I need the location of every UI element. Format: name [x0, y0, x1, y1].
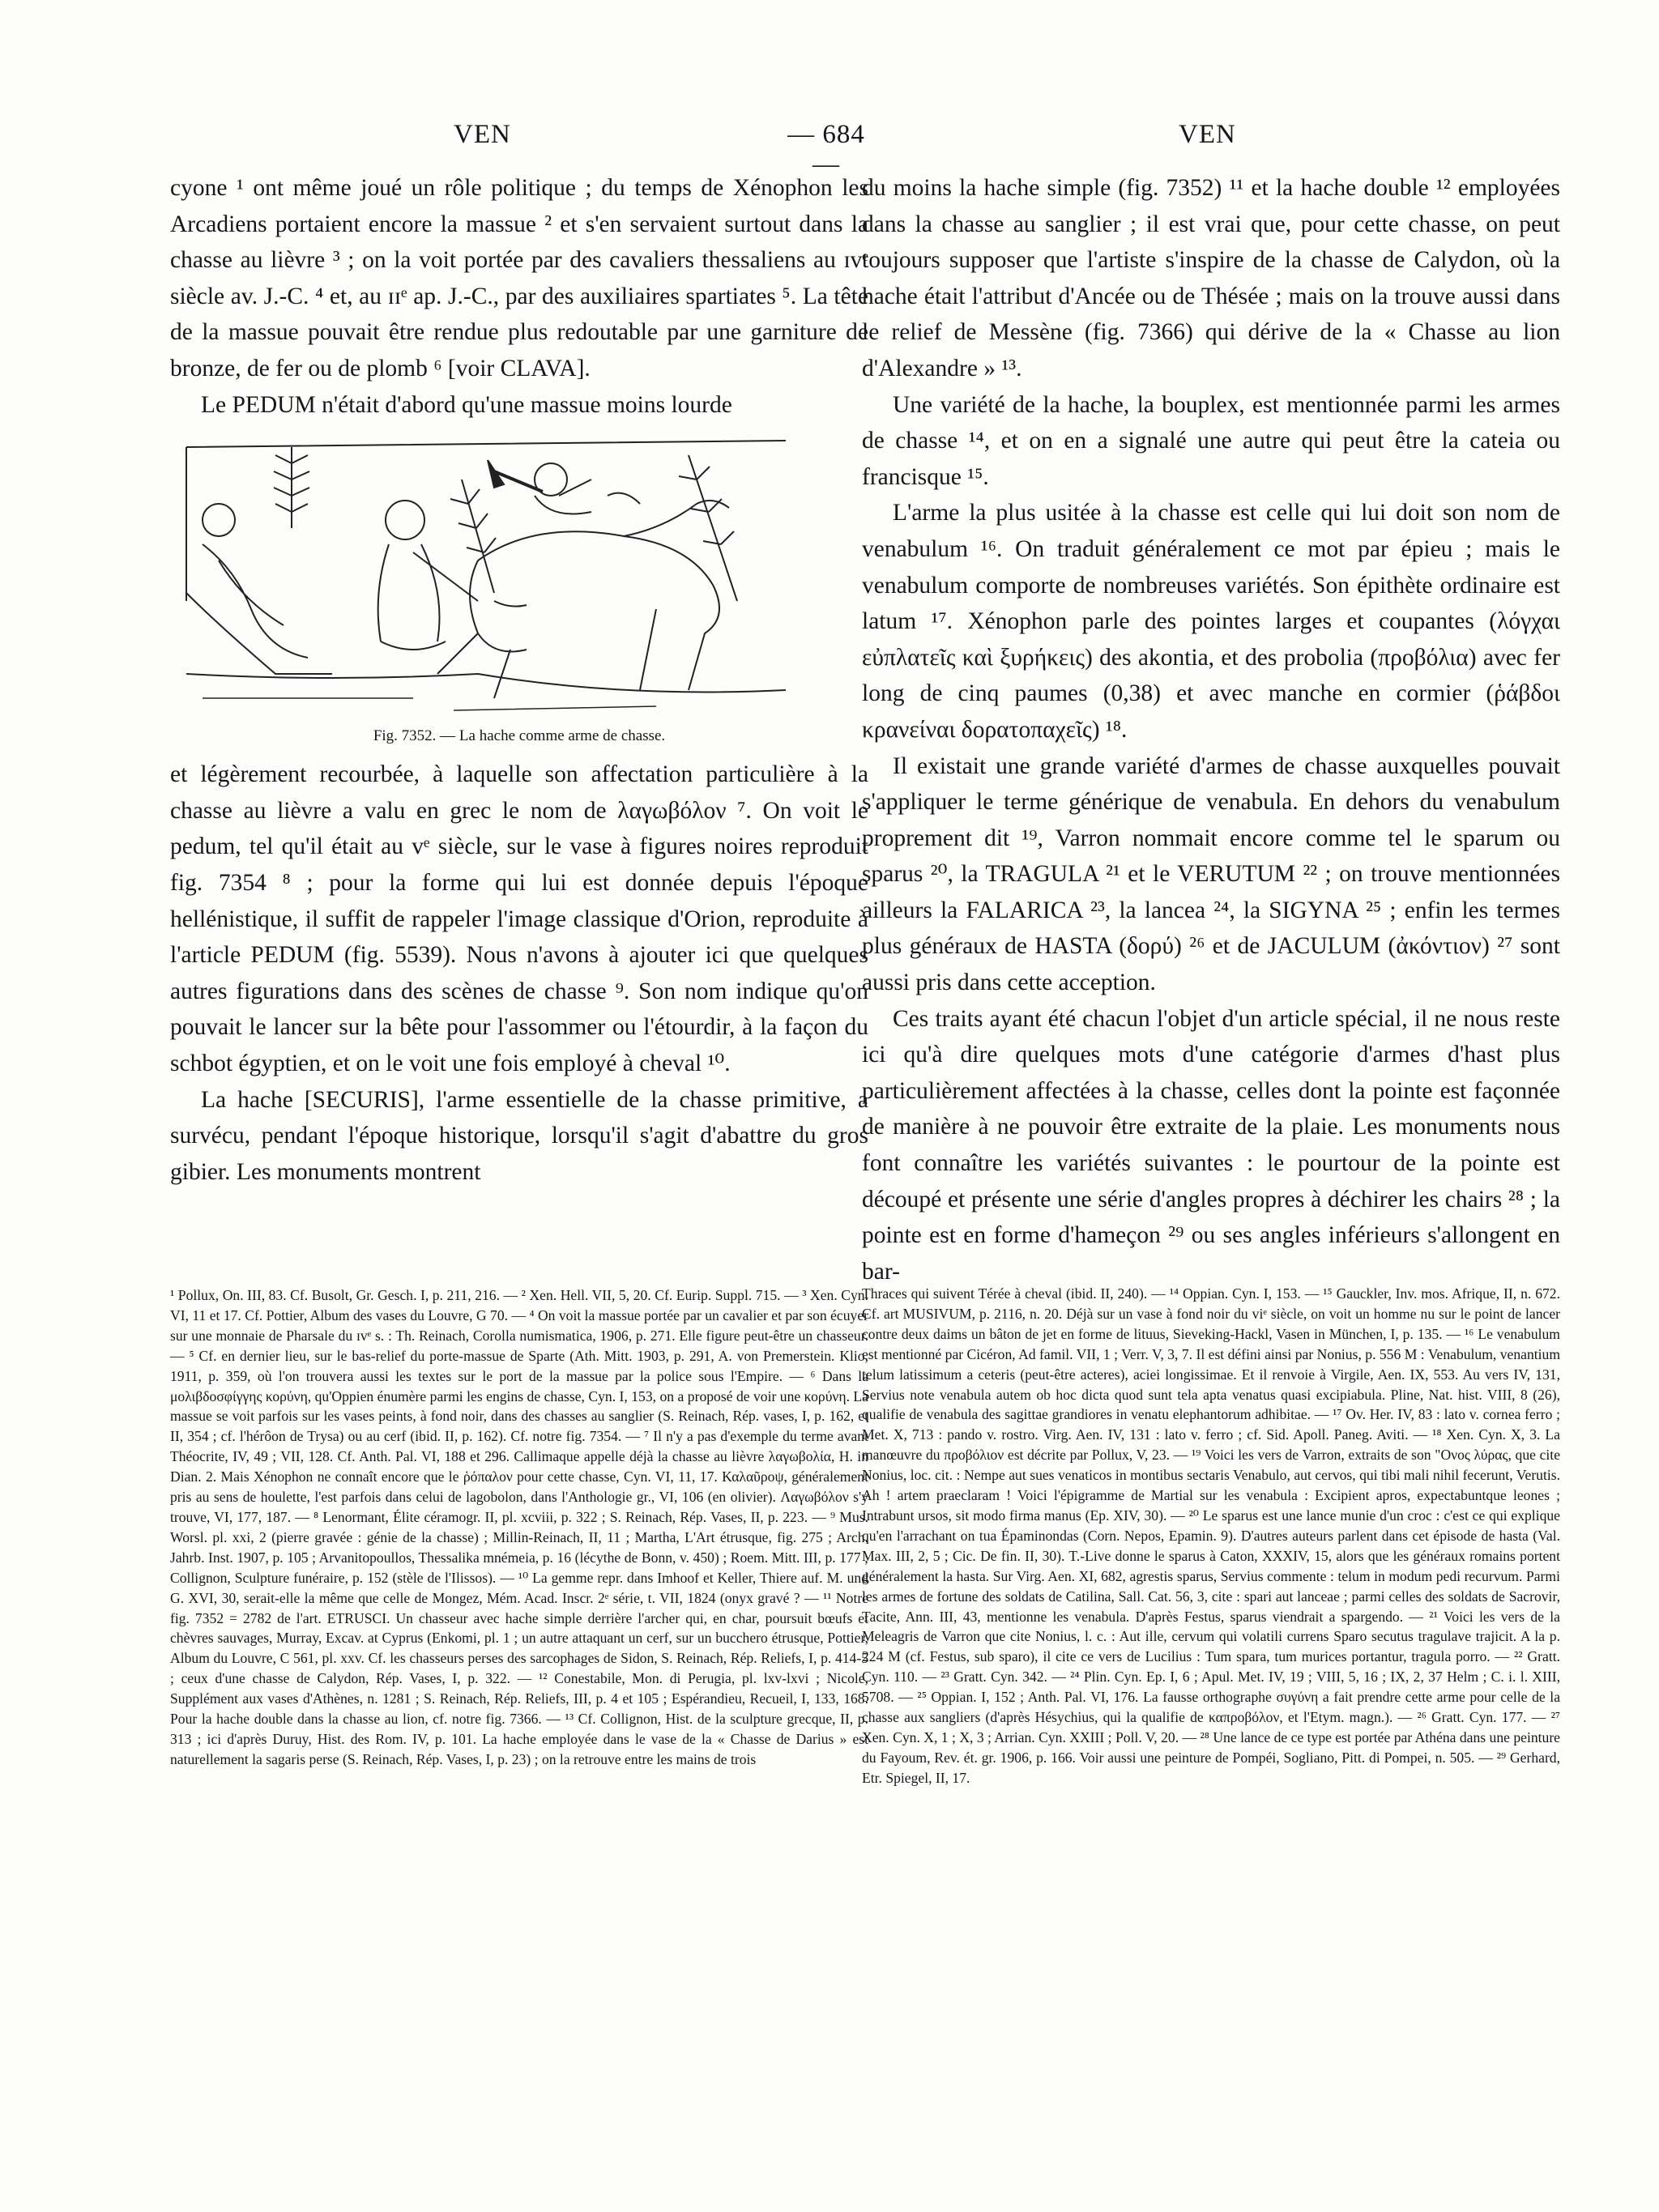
youth-figure: [378, 501, 478, 650]
right-paragraph-5: Ces traits ayant été chacun l'objet d'un article spécial, il ne nous reste ici qu'à dire quelques mots d'une catégorie d'armes d'hast plus particulièrement affectées à la chasse, celles dont la pointe est façonnée de manière à ne pouvoir être extraite de la plaie. Les monuments nous font connaître les variétés suivantes : le pourtour de la pointe est découpé et présente une série d'angles propres à déchirer les chairs ²⁸ ; la pointe est en forme d'hameçon ²⁹ ou ses angles inférieurs s'allongent en bar-: [862, 1005, 1560, 1285]
right-paragraph-2: Une variété de la hache, la bouplex, est mentionnée parmi les armes de chasse ¹⁴, et on en a signalé une autre qui peut être la cateia ou francisque ¹⁵.: [862, 391, 1560, 490]
right-paragraph-3: L'arme la plus usitée à la chasse est celle qui lui doit son nom de venabulum ¹⁶. On traduit généralement ce mot par épieu ; mais le venabulum comporte de nombreuses variétés. Son épithète ordinaire est latum ¹⁷. Xénophon parle des pointes larges et coupantes (λόγχαι εὐπλατεῖς καὶ ξυρήκεις) des akontia, et des probolia (προβόλια) avec fer long de cinq paumes (0,38) et avec manche en cormier (ῥάβδοι κρανείναι δορατοπαχεῖς) ¹⁸.: [862, 500, 1560, 743]
left-column: [170, 170, 868, 1190]
laurel-branch-right: [679, 455, 737, 601]
left-paragraph-3: et légèrement recourbée, à laquelle son affectation particulière à la chasse au lièvre a valu en grec le nom de λαγωβόλον ⁷. On voit le pedum, tel qu'il était au vᵉ siècle, sur le vase à figures noires reproduit fig. 7354 ⁸ ; pour la forme qui lui est donnée depuis l'époque hellénistique, il suffit de rappeler l'image classique d'Orion, reproduite à l'article PEDUM (fig. 5539). Nous n'avons à ajouter ici que quelques autres figurations dans des scènes de chasse ⁹. Son nom indique qu'on pouvait le lancer sur la bête pour l'assommer ou l'étourdir, à la façon du schbot égyptien, et on le voit une fois employé à cheval ¹⁰.: [170, 761, 868, 1076]
bull-figure: [437, 493, 729, 698]
right-column-text: [862, 170, 1560, 1289]
ground-line: [186, 674, 786, 693]
left-paragraph-1: cyone ¹ ont même joué un rôle politique ; du temps de Xénophon les Arcadiens portaient encore la massue ² et s'en servaient surtout dans la chasse au lièvre ³ ; on la voit portée par des cavaliers thessaliens au ɪvᵉ siècle av. J.-C. ⁴ et, au ɪɪᵉ ap. J.-C., par des auxiliaires spartiates ⁵. La tête de la massue pouvait être rendue plus redoutable par une garniture de bronze, de fer ou de plomb ⁶ [voir CLAVA].: [170, 175, 868, 381]
running-head-right: VEN: [1179, 120, 1236, 149]
running-head-left: VEN: [454, 120, 511, 149]
left-column-text-continued: [170, 757, 868, 1190]
right-paragraph-4: Il existait une grande variété d'armes de chasse auxquelles pouvait s'appliquer le terme générique de venabula. En dehors du venabulum proprement dit ¹⁹, Varron nommait encore comme tel le sparum ou sparus ²⁰, la TRAGULA ²¹ et le VERUTUM ²² ; on trouve mentionnées ailleurs la FALARICA ²³, la lancea ²⁴, la SIGYNA ²⁵ ; enfin les termes plus généraux de HASTA (δορύ) ²⁶ et de JACULUM (ἀκόντιον) ²⁷ sont aussi pris dans cette acception.: [862, 752, 1560, 996]
right-paragraph-1: du moins la hache simple (fig. 7352) ¹¹ et la hache double ¹² employées dans la chasse au sanglier ; il est vrai que, pour cette chasse, on peut toujours supposer que l'artiste s'inspire de la chasse de Calydon, où la hache était l'attribut d'Ancée ou de Thésée ; mais on la trouve aussi dans le relief de Messène (fig. 7366) qui dérive de la « Chasse au lion d'Alexandre » ¹³.: [862, 175, 1560, 381]
footnotes-right: Thraces qui suivent Térée à cheval (ibid. II, 240). — ¹⁴ Oppian. Cyn. I, 153. — ¹⁵ Gauckler, Inv. mos. Afrique, II, n. 672. Cf. art MUSIVUM, p. 2116, n. 20. Déjà sur un vase à fond noir du viᵉ siècle, on voit un homme nu sur le point de lancer contre deux daims un bâton de jet en forme de lituus, Sieveking-Hackl, Vasen in München, I, p. 135. — ¹⁶ Le venabulum est mentionné par Cicéron, Ad famil. VII, 1 ; Verr. V, 3, 7. Il est défini ainsi par Nonius, p. 556 M : Venabulum, venantium telum latissimum a ceteris (peut-être acteres), aciei longissimae. Et il renvoie à Virgile, Aen. IX, 553. Au vers IV, 131, Servius note venabula autem ob hoc dicta quod sunt tela apta venatus quasi excipiabula. Pline, Nat. hist. VIII, 8 (26), qualifie de venabula des sagittae grandiores in venatu elephantorum adhibitae. — ¹⁷ Ov. Her. IV, 83 : lato v. cornea ferro ; Met. X, 713 : pando v. rostro. Virg. Aen. IV, 131 : lato v. ferro ; cf. Sid. Apoll. Paneg. Aviti. — ¹⁸ Xen. Cyn. X, 3. La manœuvre du προβόλιον est décrite par Pollux, V, 23. — ¹⁹ Voici les vers de Varron, extraits de son "Ονος λύρας, que cite Nonius, loc. cit. : Nempe aut sues venaticos in montibus sectaris Venabulo, aut cervos, qui tibi mali nihil fecerunt, Verutis. Ah ! artem praeclaram ! Voici l'épigramme de Martial sur les venabula : Excipient apros, expectabuntque leones ; Intrabunt ursos, sit modo firma manus (Ep. XIV, 30). — ²⁰ Le sparus est une lance munie d'un croc : c'est ce qui explique qu'en l'arrachant on tua Épaminondas (Corn. Nepos, Epamin. 9). D'autres auteurs parlent dans cet épisode de hasta (Val. Max. III, 2, 5 ; Cic. De fin. II, 30). T.-Live donne le sparus à Caton, XXXIV, 15, alors que les généraux romains portent généralement la hasta. Sur Virg. Aen. XI, 682, agrestis sparus, Servius commente : telum in modum pedi recurvum. Parmi les armes de fortune des soldats de Catilina, Sall. Cat. 56, 3, cite : spari aut lanceae ; parmi celles des soldats de Sacrovir, Tacite, Ann. III, 43, mentionne les venabula. D'après Festus, sparus viendrait a spargendo. — ²¹ Voici les vers de la Meleagris de Varron que cite Nonius, l. c. : Aut ille, cervum qui volatili currens Sparo secutus tragulave trajicit. A la p. 224 M (cf. Festus, sub sparo), il cite ce vers de Lucilius : Tum spara, tum murices portantur, tragula porro. — ²² Gratt. Cyn. 110. — ²³ Gratt. Cyn. 342. — ²⁴ Plin. Cyn. Ep. I, 6 ; Apul. Met. IV, 19 ; VIII, 5, 16 ; IX, 2, 37 Helm ; C. i. l. XIII, 5708. — ²⁵ Oppian. I, 152 ; Anth. Pal. VI, 176. La fausse orthographe συγύνη a fait prendre cette arme pour celle de la chasse aux sangliers (d'après Hésychius, qui la qualifie de καπροβόλον, et l'Etym. magn.). — ²⁶ Gratt. Cyn. 177. — ²⁷ Xen. Cyn. X, 1 ; X, 3 ; Arrian. Cyn. XXIII ; Poll. V, 20. — ²⁸ Une lance de ce type est portée par Athéna dans une peinture du Fayoum, Rev. ét. gr. 1906, p. 166. Voir aussi une peinture de Pompéi, Sogliano, Pitt. di Pompei, n. 505. — ²⁹ Gerhard, Etr. Spiegel, II, 17.: [862, 1285, 1560, 1786]
left-column-text: [170, 170, 868, 423]
left-paragraph-2: Le PEDUM n'était d'abord qu'une massue moins lourde: [201, 391, 732, 418]
hunter-with-axe: [488, 460, 591, 514]
footnotes-left: ¹ Pollux, On. III, 83. Cf. Busolt, Gr. Gesch. I, p. 211, 216. — ² Xen. Hell. VII, 5, 20. Cf. Eurip. Suppl. 715. — ³ Xen. Cyn. VI, 11 et 17. Cf. Pottier, Album des vases du Louvre, G 70. — ⁴ On voit la massue portée par un cavalier et par son écuyer sur une monnaie de Pharsale du ɪvᵉ s. : Th. Reinach, Corolla numismatica, 1906, p. 271. Elle figure peut-être un chasseur. — ⁵ Cf. en dernier lieu, sur le bas-relief du porte-massue de Sparte (Ath. Mitt. 1903, p. 291, A. von Premerstein. Klio, 1911, p. 359, où l'on trouvera aussi les textes sur le port de la massue par la police sous l'Empire. — ⁶ Dans la μολιβδοσφίγγης κορύνη, qu'Oppien énumère parmi les engins de chasse, Cyn. I, 153, on a proposé de voir une κορύνη. La massue se voit parfois sur les vases peints, à fond noir, dans des chasses au sanglier (S. Reinach, Rép. vases, I, p. 162, et II, 354 ; cf. l'hérôon de Trysa) ou au cerf (ibid. II, p. 162). Cf. notre fig. 7354. — ⁷ Il n'y a pas d'exemple du terme avant Théocrite, IV, 49 ; VII, 128. Cf. Anth. Pal. VI, 188 et 296. Callimaque appelle déjà la chasse au lièvre λαγωβολία, H. in Dian. 2. Mais Xénophon ne connaît encore que le ῥόπαλον pour cette chasse, Cyn. VI, 11, 17. Καλαῦροψ, généralement pris au sens de houlette, l'est parfois dans celui de lagobolon, dans l'Anthologie gr., VI, 106 (en olivier). Λαγωβόλον s'y trouve, VI, 177, 187. — ⁸ Lenormant, Élite céramogr. II, pl. xcviii, p. 322 ; S. Reinach, Rép. Vases, II, p. 223. — ⁹ Mus. Worsl. pl. xxi, 2 (pierre gravée : génie de la chasse) ; Millin-Reinach, II, 11 ; Martha, L'Art étrusque, fig. 275 ; Arch. Jahrb. Inst. 1907, p. 105 ; Arvanitopoullos, Thessalika mnémeia, p. 16 (lécythe de Bonn, v. 450) ; Roem. Mitt. III, p. 177 ; Collignon, Sculpture funéraire, p. 152 (stèle de l'Ilissos). — ¹⁰ La gemme repr. dans Imhoof et Keller, Thiere auf. M. und G. XVI, 30, serait-elle la même que celle de Mongez, Mém. Acad. Inscr. 2ᵉ série, t. VII, 1824 (onyx gravé ? — ¹¹ Notre fig. 7352 = 2782 de l'art. ETRUSCI. Un chasseur avec hache simple derrière l'archer qui, en char, poursuit bœufs et chèvres sauvages, Murray, Excav. at Cyprus (Enkomi, pl. 1 ; un autre attaquant un cerf, sur un bucchero étrusque, Pottier, Album du Louvre, C 561, pl. xxv. Cf. les chasseurs perses des sarcophages de Sidon, S. Reinach, Rép. Reliefs, I, p. 414-5 ; ceux d'une chasse de Calydon, Rép. Vases, I, p. 322. — ¹² Conestabile, Mon. di Perugia, pl. lxv-lxvi ; Nicole, Supplément aux vases d'Athènes, n. 1281 ; S. Reinach, Rép. Reliefs, III, p. 4 et 105 ; Espérandieu, Recueil, I, 133, 168. Pour la hache double dans la chasse au lion, cf. notre fig. 7366. — ¹³ Cf. Collignon, Hist. de la sculpture grecque, II, p. 313 ; ici d'après Duruy, Hist. des Rom. IV, p. 101. La hache employée dans le vase de la « Chasse de Darius » est naturellement la sagaris perse (S. Reinach, Rép. Vases, I, p. 23) ; on la retrouve entre les mains de trois: [170, 1287, 868, 1767]
figure-caption: Fig. 7352. — La hache comme arme de chasse.: [373, 727, 666, 745]
figure-7352: [170, 431, 868, 745]
right-column: [862, 170, 1560, 1289]
page-number: — 684 —: [787, 120, 865, 179]
laurel-branch-left: [274, 447, 309, 528]
running-head: [0, 120, 1659, 179]
left-paragraph-4: La hache [SECURIS], l'arme essentielle de la chasse primitive, a survécu, pendant l'époque historique, lorsqu'il s'agit d'abattre du gros gibier. Les monuments montrent: [170, 1086, 868, 1185]
hunting-scene-illustration: [170, 431, 868, 722]
reclining-figure: [186, 504, 332, 674]
laurel-branch-center: [450, 479, 496, 593]
frame-line: [186, 441, 786, 601]
